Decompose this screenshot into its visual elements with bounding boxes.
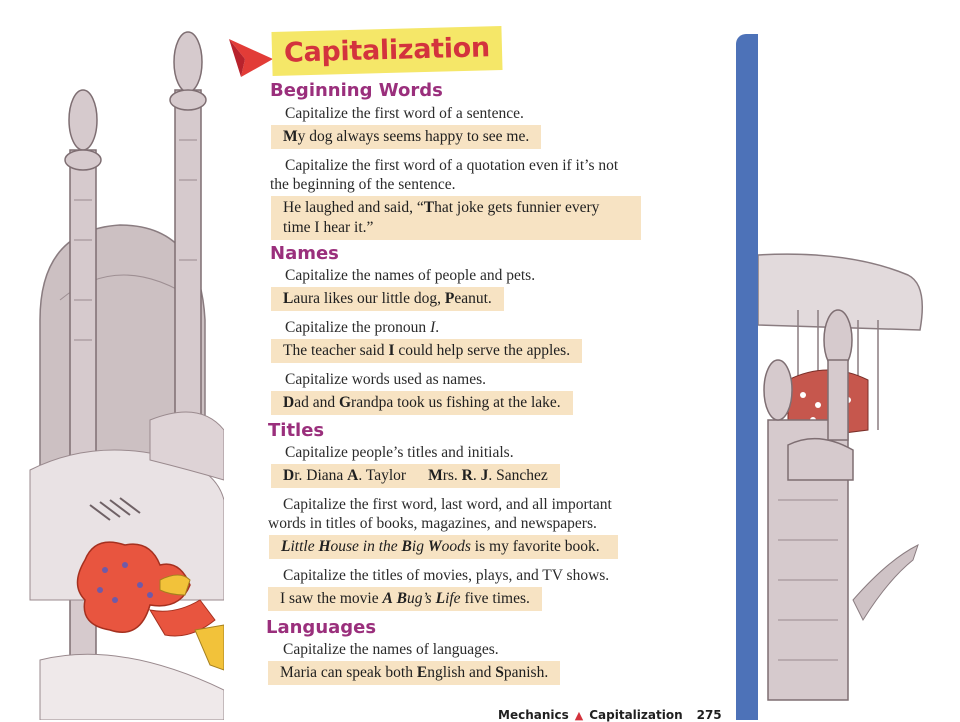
page-title: Capitalization [283, 32, 491, 69]
example-sentence: Maria can speak both English and Spanish. [268, 661, 560, 685]
page-number: 275 [696, 708, 722, 722]
example-sentence: My dog always seems happy to see me. [271, 125, 541, 149]
example-sentence: I saw the movie A Bug’s Life five times. [268, 587, 542, 611]
rule-text: Capitalize the first word of a quotation even if it’s not [285, 157, 619, 174]
example-sentence: He laughed and said, “That joke gets funnier every time I hear it.” [271, 196, 641, 240]
example-sentence: Dr. Diana A. Taylor Mrs. R. J. Sanchez [271, 464, 560, 488]
red-pointer-arrow-icon [229, 35, 275, 79]
triangle-icon: ▲ [574, 709, 584, 722]
rule-text: Capitalize the names of languages. [283, 641, 499, 658]
rule-text: Capitalize the first word, last word, and all important [283, 496, 612, 513]
rule-text: Capitalize people’s titles and initials. [285, 444, 514, 461]
rule-text: Capitalize words used as names. [285, 371, 487, 388]
footer-topic: Capitalization [589, 708, 683, 722]
rule-text: Capitalize the names of people and pets. [285, 267, 536, 284]
example-sentence: Dad and Grandpa took us fishing at the lake. [271, 391, 573, 415]
heading-beginning-words: Beginning Words [270, 80, 443, 101]
footer-section: Mechanics [498, 708, 569, 722]
bed-illustration [0, 0, 224, 720]
example-sentence: Laura likes our little dog, Peanut. [271, 287, 504, 311]
example-sentence: Little House in the Big Woods is my favorite book. [269, 535, 618, 559]
rule-text: words in titles of books, magazines, and newspapers. [268, 515, 597, 532]
heading-titles: Titles [268, 420, 325, 441]
rule-text: Capitalize the first word of a sentence. [285, 105, 524, 122]
chair-illustration [758, 0, 960, 720]
example-sentence: The teacher said I could help serve the apples. [271, 339, 582, 363]
rule-text: the beginning of the sentence. [270, 176, 456, 193]
rule-text: Capitalize the pronoun I. [285, 319, 440, 336]
heading-names: Names [270, 243, 339, 264]
title-highlight [271, 26, 502, 76]
page-edge-band [736, 34, 758, 720]
heading-languages: Languages [266, 617, 377, 638]
rule-text: Capitalize the titles of movies, plays, and TV shows. [283, 567, 610, 584]
